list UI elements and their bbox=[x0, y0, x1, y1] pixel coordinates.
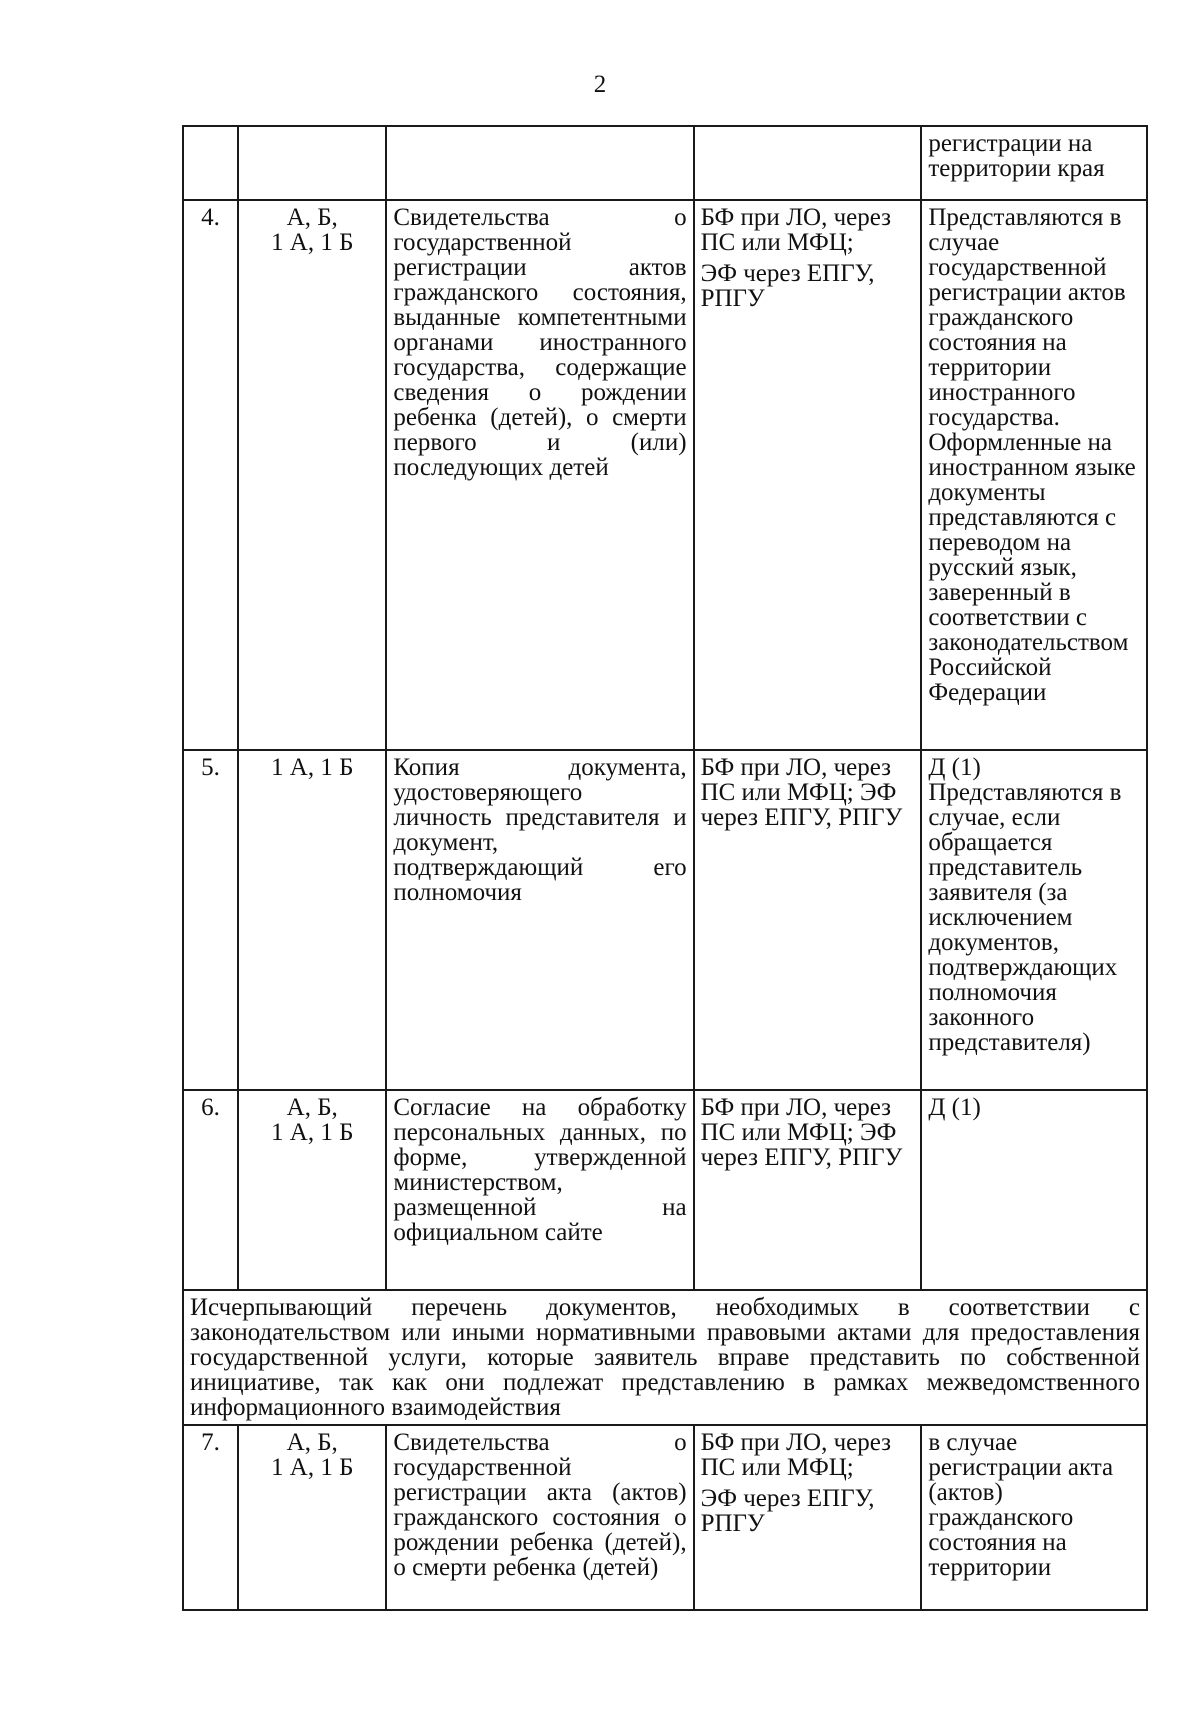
document-note bbox=[921, 750, 1147, 1090]
table-row-5 bbox=[183, 750, 1147, 1090]
document-name: Копия документа, удостоверяющего личность представителя и документ, подтверждающий его полномочия bbox=[386, 750, 693, 1090]
note-code: Д (1) bbox=[928, 754, 981, 781]
note-text: Представляются в случае, если обращается представитель заявителя (за исключением документов, подтверждающих полномочия законного представителя) bbox=[928, 779, 1122, 1056]
row-number: 5. bbox=[183, 750, 238, 1090]
cell-note: регистрации на территории края bbox=[921, 126, 1147, 200]
cell-num-empty bbox=[183, 126, 238, 200]
category-line-2: 1 А, 1 Б bbox=[271, 1119, 354, 1146]
cell-category-empty bbox=[238, 126, 386, 200]
category-line-1: А, Б, bbox=[286, 1094, 338, 1121]
channel-electronic: ЭФ через ЕПГУ, РПГУ bbox=[700, 260, 875, 312]
category-line-1: А, Б, bbox=[286, 204, 338, 231]
submission-channel: БФ при ЛО, через ПС или МФЦ; ЭФ через ЕПГУ, РПГУ bbox=[694, 750, 922, 1090]
channel-paper: БФ при ЛО, через ПС или МФЦ; bbox=[700, 204, 892, 256]
submission-channel bbox=[694, 1425, 922, 1610]
cell-document-empty bbox=[386, 126, 693, 200]
channel-electronic: ЭФ через ЕПГУ, РПГУ bbox=[700, 1485, 875, 1537]
section-heading: Исчерпывающий перечень документов, необходимых в соответствии с законодательством или иными нормативными правовыми актами для предоставления государственной услуги, которые заявитель вправе представить по собственной инициативе, так как они подлежат представлению в рамках межведомственного информационного взаимодействия bbox=[183, 1290, 1147, 1425]
table-row-6 bbox=[183, 1090, 1147, 1290]
channel-paper: БФ при ЛО, через ПС или МФЦ; bbox=[700, 1429, 892, 1481]
page-number: 2 bbox=[593, 71, 607, 98]
row-number: 7. bbox=[183, 1425, 238, 1610]
applicant-category: 1 А, 1 Б bbox=[238, 750, 386, 1090]
category-line-2: 1 А, 1 Б bbox=[271, 1454, 354, 1481]
row-number: 6. bbox=[183, 1090, 238, 1290]
submission-channel: БФ при ЛО, через ПС или МФЦ; ЭФ через ЕПГУ, РПГУ bbox=[694, 1090, 922, 1290]
applicant-category bbox=[238, 1090, 386, 1290]
document-name: Свидетельства о государственной регистрации акта (актов) гражданского состояния о рождении ребенка (детей), о смерти ребенка (детей) bbox=[386, 1425, 693, 1610]
document-name: Свидетельства о государственной регистрации актов гражданского состояния, выданные компетентными органами иностранного государства, содержащие сведения о рождении ребенка (детей), о смерти первого и (или) последующих детей bbox=[386, 200, 693, 750]
table-row-4 bbox=[183, 200, 1147, 750]
category-line-1: А, Б, bbox=[286, 1429, 338, 1456]
table-row-7 bbox=[183, 1425, 1147, 1610]
document-note: Д (1) bbox=[921, 1090, 1147, 1290]
submission-channel bbox=[694, 200, 922, 750]
section-heading-row bbox=[183, 1290, 1147, 1425]
cell-channel-empty bbox=[694, 126, 922, 200]
category-line-2: 1 А, 1 Б bbox=[271, 229, 354, 256]
document-note: в случае регистрации акта (актов) гражданского состояния на территории bbox=[921, 1425, 1147, 1610]
applicant-category bbox=[238, 1425, 386, 1610]
table-row-continuation bbox=[183, 126, 1147, 200]
document-name: Согласие на обработку персональных данных, по форме, утвержденной министерством, размещенной на официальном сайте bbox=[386, 1090, 693, 1290]
document-note: Представляются в случае государственной регистрации актов гражданского состояния на территории иностранного государства. Оформленные на иностранном языке документы представляются с переводом на русский язык, заверенный в соответствии с законодательством Российской Федерации bbox=[921, 200, 1147, 750]
documents-table bbox=[182, 125, 1148, 1611]
applicant-category bbox=[238, 200, 386, 750]
row-number: 4. bbox=[183, 200, 238, 750]
